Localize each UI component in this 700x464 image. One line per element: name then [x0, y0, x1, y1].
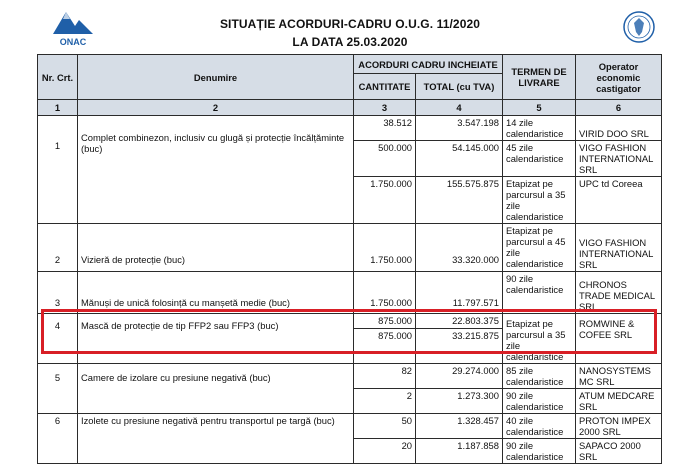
index-cell: 6: [576, 100, 662, 116]
total-cell: 29.274.000: [416, 364, 503, 389]
header-total: TOTAL (cu TVA): [416, 74, 503, 100]
row-number: 2: [38, 224, 78, 272]
total-cell: 33.215.875: [416, 329, 503, 364]
item-name: Mască de protecție de tip FFP2 sau FFP3 (buc): [78, 314, 354, 364]
delivery-term: Etapizat pe parcursul a 45 zile calendaristice: [503, 224, 576, 272]
delivery-term: 40 zile calendaristice: [503, 414, 576, 439]
table-row: [38, 314, 662, 329]
header-nr: Nr. Crt.: [38, 55, 78, 100]
onac-logo-text: ONAC: [59, 37, 87, 47]
delivery-term: 90 zile calendaristice: [503, 272, 576, 314]
header-denumire: Denumire: [78, 55, 354, 100]
quantity-cell: 38.512: [354, 116, 416, 141]
index-cell: 5: [503, 100, 576, 116]
quantity-cell: 50: [354, 414, 416, 439]
header-operator: Operator economic castigator: [576, 55, 662, 100]
item-name: Mănuși de unică folosință cu manșetă medie (buc): [78, 272, 354, 314]
total-cell: 22.803.375: [416, 314, 503, 329]
row-number: 6: [38, 414, 78, 464]
supplier-cell: ROMWINE & COFEE SRL: [576, 314, 662, 364]
supplier-cell: VIGO FASHION INTERNATIONAL SRL: [576, 141, 662, 177]
total-cell: 3.547.198: [416, 116, 503, 141]
quantity-cell: 1.750.000: [354, 224, 416, 272]
quantity-cell: 2: [354, 389, 416, 414]
document-title: SITUAȚIE ACORDURI-CADRU O.U.G. 11/2020: [219, 17, 481, 31]
supplier-cell: NANOSYSTEMS MC SRL: [576, 364, 662, 389]
delivery-term: 90 zile calendaristice: [503, 389, 576, 414]
table-row: [38, 364, 662, 389]
item-name: Camere de izolare cu presiune negativă (buc): [78, 364, 354, 414]
item-name: Complet combinezon, inclusiv cu glugă și protecție încălțăminte (buc): [78, 116, 354, 224]
delivery-term: 85 zile calendaristice: [503, 364, 576, 389]
quantity-cell: 875.000: [354, 314, 416, 329]
quantity-cell: 500.000: [354, 141, 416, 177]
header-cantitate: CANTITATE: [354, 74, 416, 100]
total-cell: 155.575.875: [416, 177, 503, 224]
item-name: Vizieră de protecție (buc): [78, 224, 354, 272]
total-cell: 1.187.858: [416, 439, 503, 464]
supplier-cell: PROTON IMPEX 2000 SRL: [576, 414, 662, 439]
quantity-cell: 1.750.000: [354, 177, 416, 224]
delivery-term: 14 zile calendaristice: [503, 116, 576, 141]
supplier-cell: SAPACO 2000 SRL: [576, 439, 662, 464]
quantity-cell: 82: [354, 364, 416, 389]
delivery-term: 90 zile calendaristice: [503, 439, 576, 464]
delivery-term: 45 zile calendaristice: [503, 141, 576, 177]
index-cell: 1: [38, 100, 78, 116]
quantity-cell: 875.000: [354, 329, 416, 364]
quantity-cell: 20: [354, 439, 416, 464]
supplier-cell: VIGO FASHION INTERNATIONAL SRL: [576, 224, 662, 272]
supplier-cell: VIRID DOO SRL: [576, 116, 662, 141]
total-cell: 33.320.000: [416, 224, 503, 272]
row-number: 1: [38, 116, 78, 224]
row-number: 4: [38, 314, 78, 364]
total-cell: 54.145.000: [416, 141, 503, 177]
document-date: LA DATA 25.03.2020: [292, 35, 408, 49]
quantity-cell: 1.750.000: [354, 272, 416, 314]
row-number: 3: [38, 272, 78, 314]
agreements-table: [37, 54, 662, 464]
delivery-term: Etapizat pe parcursul a 35 zile calendaristice: [503, 177, 576, 224]
table-row: [38, 272, 662, 314]
index-cell: 3: [354, 100, 416, 116]
table-row: [38, 116, 662, 141]
index-cell: 2: [78, 100, 354, 116]
total-cell: 1.273.300: [416, 389, 503, 414]
total-cell: 11.797.571: [416, 272, 503, 314]
table-row: [38, 224, 662, 272]
table-row: [38, 414, 662, 439]
supplier-cell: UPC td Coreea: [576, 177, 662, 224]
index-cell: 4: [416, 100, 503, 116]
header-acorduri: ACORDURI CADRU INCHEIATE: [354, 55, 503, 74]
header-termen: TERMEN DE LIVRARE: [503, 55, 576, 100]
row-number: 5: [38, 364, 78, 414]
supplier-cell: ATUM MEDCARE SRL: [576, 389, 662, 414]
item-name: Izolete cu presiune negativă pentru transportul pe targă (buc): [78, 414, 354, 464]
total-cell: 1.328.457: [416, 414, 503, 439]
delivery-term: Etapizat pe parcursul a 35 zile calendaristice: [503, 314, 576, 364]
supplier-cell: CHRONOS TRADE MEDICAL SRL: [576, 272, 662, 314]
